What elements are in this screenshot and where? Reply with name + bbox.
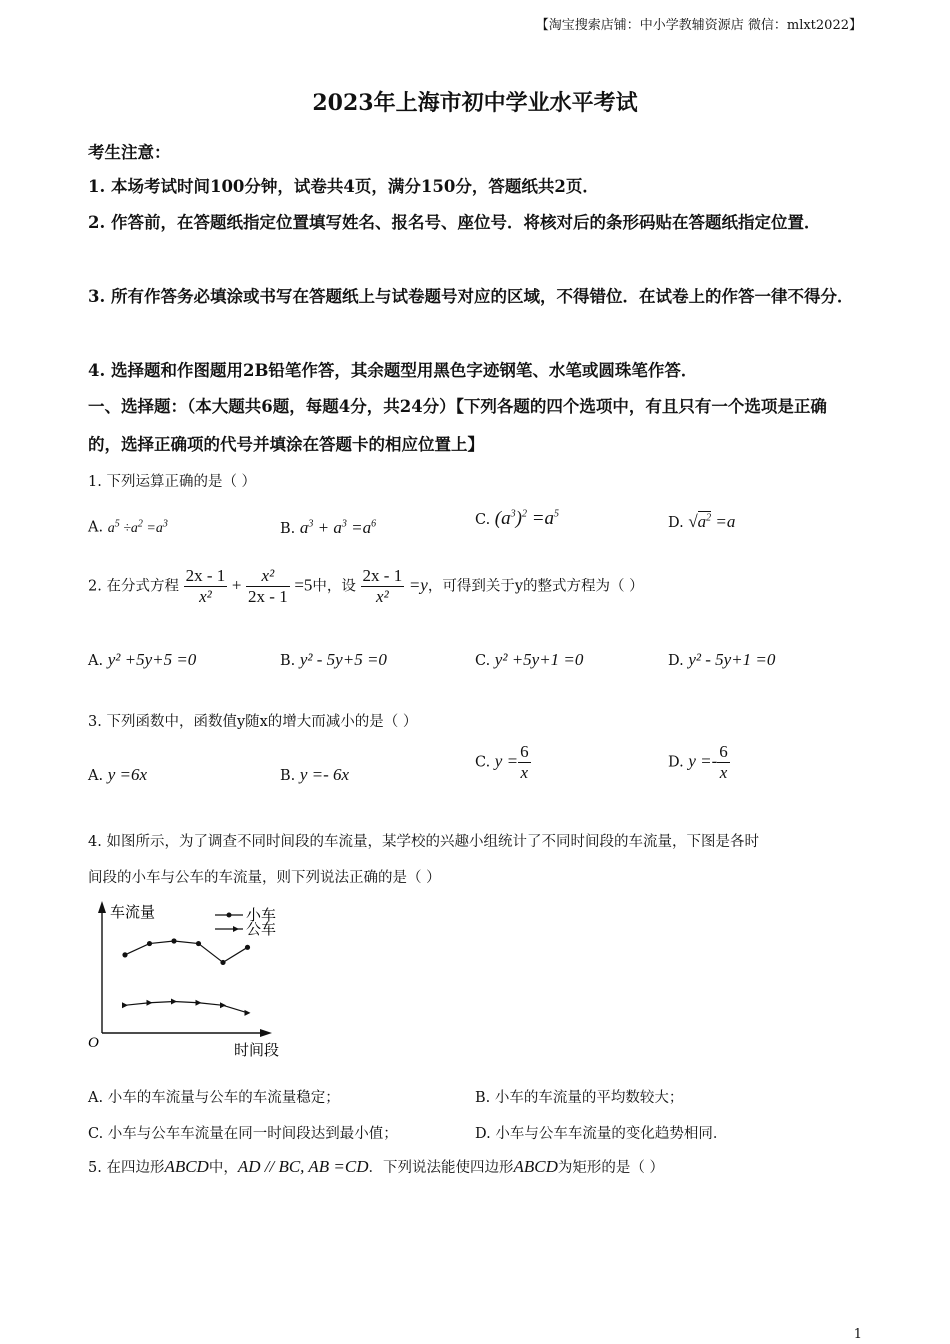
section-heading: 一、选择题：（本大题共6题，每题4分，共24分）【下列各题的四个选项中，有且只有一个选项是正确的，选择正确项的代号并填涂在答题卡的相应位置上】: [88, 397, 827, 454]
series-0-point-5: [245, 945, 250, 950]
series-1-point-2: [171, 999, 177, 1005]
legend-marker-bus: [233, 926, 239, 932]
series-0-point-0: [122, 952, 127, 957]
series-0-point-3: [196, 941, 201, 946]
y-axis-arrow: [98, 901, 106, 913]
note-1: 1. 本场考试时间100分钟，试卷共4页，满分150分，答题纸共2页．: [88, 177, 599, 196]
series-1-point-4: [220, 1002, 226, 1008]
series-line-0: [125, 941, 248, 962]
q4-stem-line2: 间段的小车与公车的车流量，则下列说法正确的是（ ）: [88, 870, 441, 886]
exam-title: 2023年上海市初中学业水平考试: [312, 90, 638, 116]
q1-option-d: D. $√a^2 =a$: [668, 512, 736, 531]
legend-marker-car: [227, 913, 232, 918]
series-0-point-4: [220, 960, 225, 965]
q4-option-c: C. 小车与公车车流量在同一时间段达到最小值；: [88, 1126, 398, 1142]
origin-label: O: [88, 1035, 99, 1051]
note-2: 2. 作答前，在答题纸指定位置填写姓名、报名号、座位号．将核对后的条形码贴在答题纸指定位置．: [88, 213, 821, 232]
legend-label-car: 小车: [246, 908, 277, 924]
q1-option-c: C. $(a^3)^2 =a^5$: [475, 508, 560, 529]
series-1-point-3: [196, 1000, 202, 1006]
q3-option-d: D. y =- $\frac{6}{x}$: [668, 742, 728, 782]
page-header: 【淘宝搜索店铺：中小学教辅资源店 微信：mlxt2022】: [535, 18, 862, 33]
q2-option-d: D. y² - 5y+1 =0: [668, 650, 776, 669]
q2-option-b: B. y² - 5y+5 =0: [280, 650, 387, 669]
q2-stem: 2. 在分式方程 $\frac{2x - 1}{\text{x²}}$ + $\frac{\text{x²}}{2x - 1}$ =5中，设 $\frac{2x - 1}{\text{x²}}$ =y，可得到关于y的整式方程为（ ）: [88, 566, 644, 606]
note-3: 3. 所有作答务必填涂或书写在答题纸上与试卷题号对应的区域，不得错位．在试卷上的作答一律不得分．: [88, 287, 854, 306]
x-axis-label: 时间段: [234, 1043, 280, 1059]
q3-option-c: C. y = $\frac{6}{x}$: [475, 742, 529, 782]
q5-stem: 5. 在四边形ABCD中，AD // BC, AB =CD．下列说法能使四边形ABCD为矩形的是（ ）: [88, 1157, 664, 1176]
q4-option-b: B. 小车的车流量的平均数较大；: [475, 1090, 684, 1106]
series-1-point-1: [147, 1000, 153, 1006]
page-number: 1: [853, 1327, 862, 1342]
q4-option-a: A. 小车的车流量与公车的车流量稳定；: [88, 1090, 340, 1106]
q1-option-a: A. $a^5 \div a^2 =a^3$: [88, 518, 168, 536]
traffic-chart: [80, 895, 310, 1065]
legend-label-bus: 公车: [246, 922, 277, 938]
q3-option-b: B. y =- 6x: [280, 765, 350, 784]
legend: [215, 907, 276, 938]
series-line-1: [125, 1002, 248, 1013]
series-1-point-5: [245, 1010, 251, 1016]
series-0-point-2: [171, 938, 176, 943]
note-4: 4. 选择题和作图题用2B铅笔作答，其余题型用黑色字迹钢笔、水笔或圆珠笔作答．: [88, 361, 698, 380]
series-0-point-1: [147, 941, 152, 946]
q1-option-b: B. $a^3 + a^3 =a^6$: [280, 518, 377, 537]
q2-option-a: A. y² +5y+5 =0: [88, 650, 197, 669]
q3-option-a: A. y =6x: [88, 765, 148, 784]
x-axis-arrow: [260, 1029, 272, 1037]
q4-option-d: D. 小车与公车车流量的变化趋势相同．: [475, 1126, 728, 1142]
q1-stem: 1. 下列运算正确的是（ ）: [88, 474, 257, 490]
series-1-point-0: [122, 1002, 128, 1008]
notes-heading: 考生注意：: [88, 143, 171, 162]
q3-stem: 3. 下列函数中，函数值y随x的增大而减小的是（ ）: [88, 714, 418, 730]
q2-option-c: C. y² +5y+1 =0: [475, 650, 584, 669]
plot-area: [122, 938, 251, 1015]
q4-stem-line1: 4. 如图所示，为了调查不同时间段的车流量，某学校的兴趣小组统计了不同时间段的车流量，下图是各时: [88, 834, 759, 850]
y-axis-label: 车流量: [110, 905, 156, 921]
